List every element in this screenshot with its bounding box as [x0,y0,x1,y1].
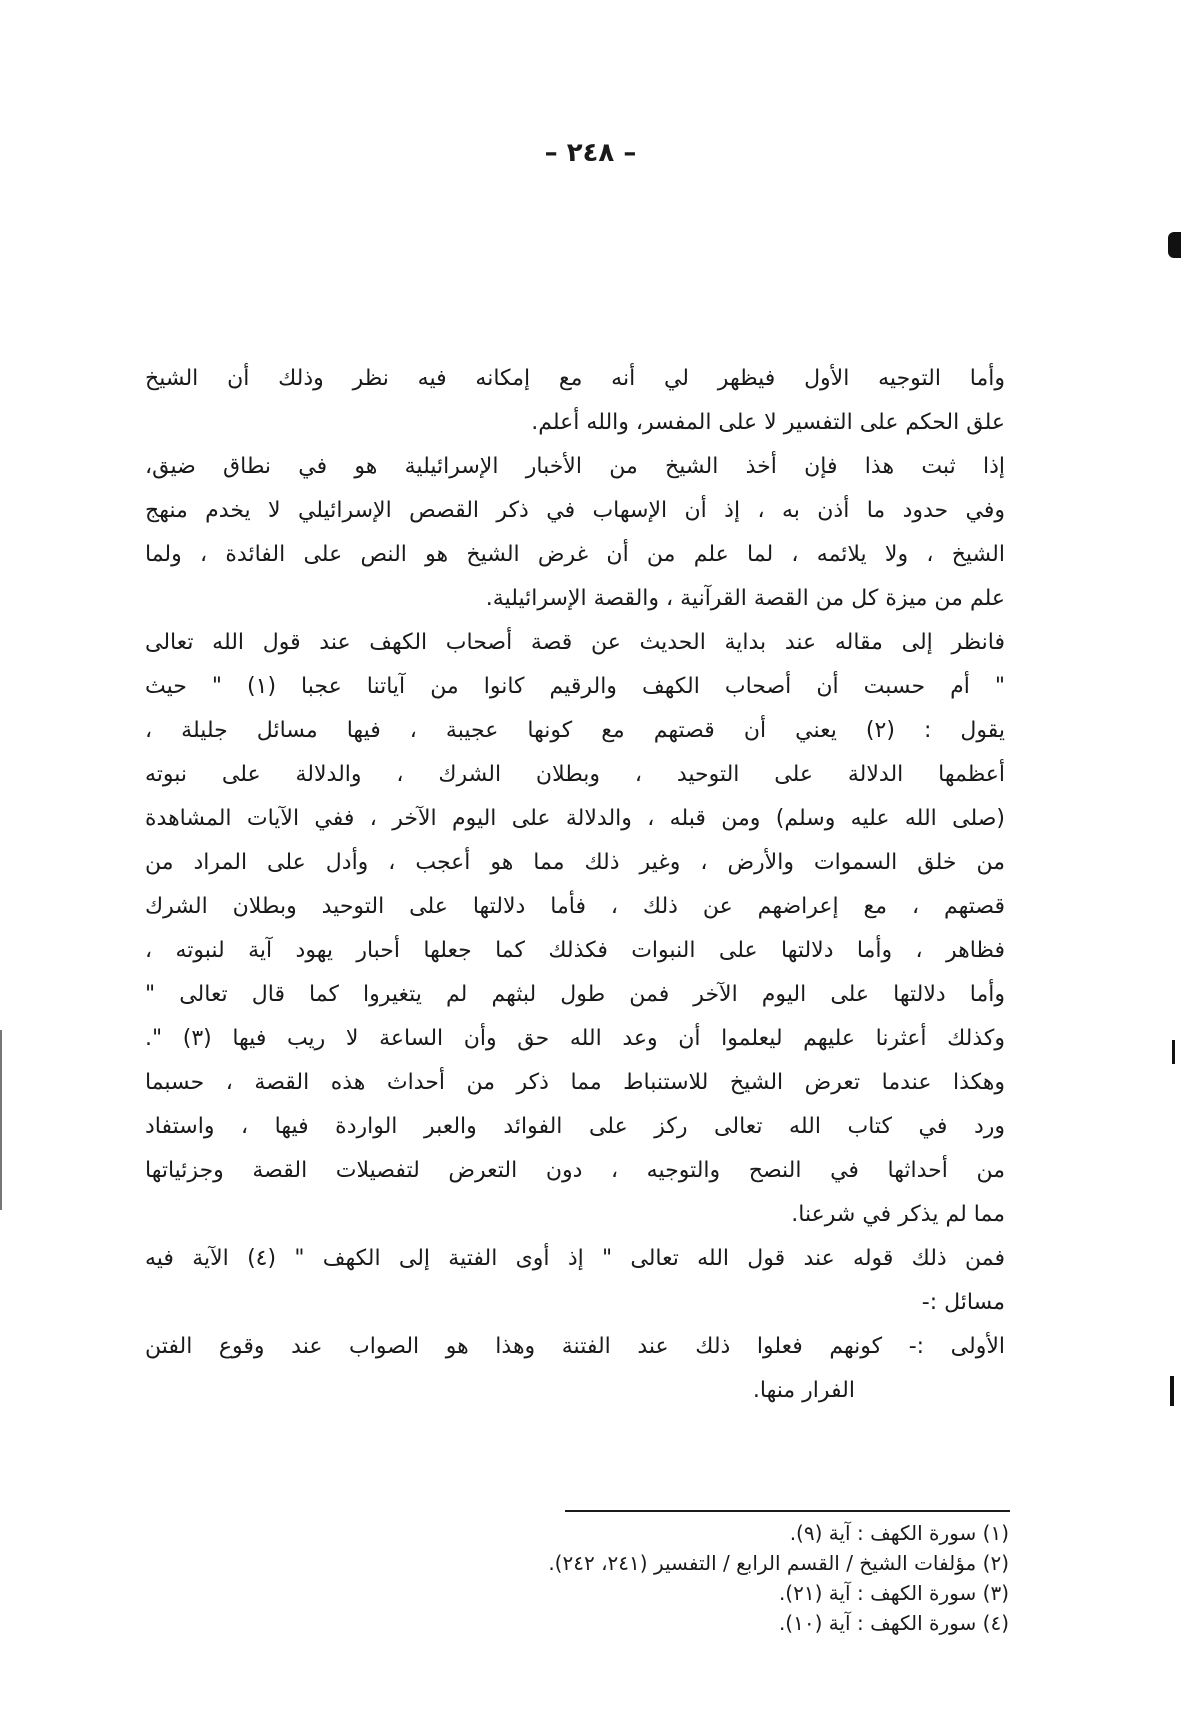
text-line: وفي حدود ما أذن به ، إذ أن الإسهاب في ذكر القصص الإسرائيلي لا يخدم منهج [145,498,1005,523]
text-line: مسائل :- [921,1290,1005,1315]
text-line: إذا ثبت هذا فإن أخذ الشيخ من الأخبار الإسرائيلية هو في نطاق ضيق، [145,454,1005,479]
text-line: قصتهم ، مع إعراضهم عن ذلك ، فأما دلالتها على التوحيد وبطلان الشرك [145,894,1005,919]
text-line: ورد في كتاب الله تعالى ركز على الفوائد والعبر الواردة فيها ، واستفاد [145,1114,1005,1139]
body-text [145,368,1005,1424]
scan-edge-mark [1170,1376,1174,1406]
text-line: علق الحكم على التفسير لا على المفسر، والله أعلم. [531,410,1005,435]
text-line: وأما دلالتها على اليوم الآخر فمن طول لبثهم لم يتغيروا كما قال تعالى " [145,982,1005,1007]
text-line: الفرار منها. [752,1378,855,1403]
text-line: وهكذا عندما تعرض الشيخ للاستنباط مما ذكر من أحداث هذه القصة ، حسبما [145,1070,1005,1095]
text-line: وأما التوجيه الأول فيظهر لي أنه مع إمكانه فيه نظر وذلك أن الشيخ [145,366,1005,391]
footnotes [289,1518,1009,1638]
text-line: أعظمها الدلالة على التوحيد ، وبطلان الشرك ، والدلالة على نبوته [145,762,1005,787]
footnote-item: (٤) سورة الكهف : آية (١٠). [778,1611,1009,1635]
scan-edge-mark [1168,232,1181,258]
scan-edge-mark [0,1030,2,1210]
text-line: مما لم يذكر في شرعنا. [791,1202,1005,1227]
text-line: فمن ذلك قوله عند قول الله تعالى " إذ أوى الفتية إلى الكهف " (٤) الآية فيه [145,1246,1005,1271]
text-line: وكذلك أعثرنا عليهم ليعلموا أن وعد الله حق وأن الساعة لا ريب فيها (٣) ". [145,1026,1005,1051]
text-line: " أم حسبت أن أصحاب الكهف والرقيم كانوا من آياتنا عجبا (١) " حيث [145,674,1006,699]
text-line: فظاهر ، وأما دلالتها على النبوات فكذلك كما جعلها أحبار يهود آية لنبوته ، [145,938,1005,963]
text-line: من خلق السموات والأرض ، وغير ذلك مما هو أعجب ، وأدل على المراد من [145,850,1005,875]
footnote-item: (٣) سورة الكهف : آية (٢١). [778,1581,1009,1605]
footnote-item: (١) سورة الكهف : آية (٩). [789,1521,1009,1545]
text-line: من أحداثها في النصح والتوجيه ، دون التعرض لتفصيلات القصة وجزئياتها [145,1158,1005,1183]
text-line: يقول : (٢) يعني أن قصتهم مع كونها عجيبة ، فيها مسائل جليلة ، [145,718,1005,743]
footnote-item: (٢) مؤلفات الشيخ / القسم الرابع / التفسير (٢٤١، ٢٤٢). [548,1551,1009,1575]
footnote-separator [565,1510,1010,1512]
scan-edge-mark [1172,1040,1175,1064]
text-line: علم من ميزة كل من القصة القرآنية ، والقصة الإسرائيلية. [485,586,1005,611]
text-line: الأولى :- كونهم فعلوا ذلك عند الفتنة وهذا هو الصواب عند وقوع الفتن [145,1334,1005,1359]
text-line: الشيخ ، ولا يلائمه ، لما علم من أن غرض الشيخ هو النص على الفائدة ، ولما [145,542,1005,567]
text-line: فانظر إلى مقاله عند بداية الحديث عن قصة أصحاب الكهف عند قول الله تعالى [145,630,1005,655]
page-number: – ٢٤٨ – [544,138,637,168]
text-line: (صلى الله عليه وسلم) ومن قبله ، والدلالة على اليوم الآخر ، ففي الآيات المشاهدة [145,806,1005,831]
